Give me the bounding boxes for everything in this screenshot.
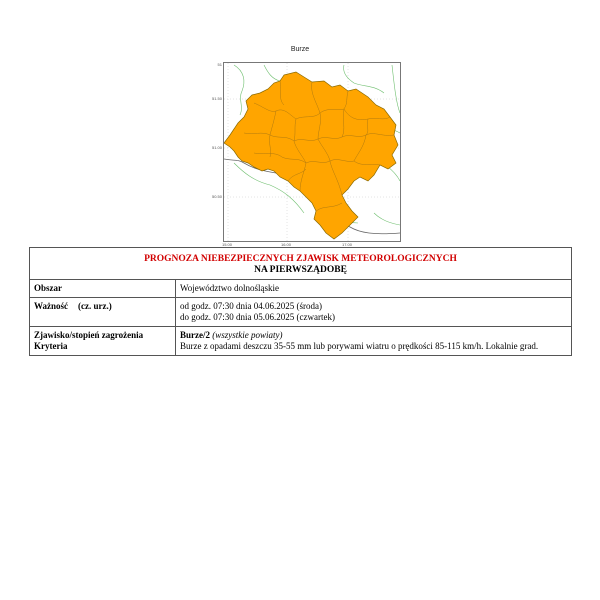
voivodeship-map-svg xyxy=(224,63,400,241)
lon-label: 17.00 xyxy=(341,242,352,247)
phenomenon-row xyxy=(30,327,572,356)
warning-title: PROGNOZA NIEBEZPIECZNYCH ZJAWISK METEOROLOGICZNYCH xyxy=(144,254,457,264)
phenomenon-scope: (wszystkie powiaty) xyxy=(212,330,283,340)
validity-label: Ważność xyxy=(34,301,69,311)
lon-label: 15.00 xyxy=(221,242,232,247)
validity-to: do godz. 07:30 dnia 05.06.2025 (czwartek) xyxy=(180,312,335,322)
validity-value-cell xyxy=(176,298,572,327)
lat-label: 51.50 xyxy=(211,96,222,101)
area-value: Województwo dolnośląskie xyxy=(176,280,572,298)
validity-label-suffix: (cz. urz.) xyxy=(78,301,112,311)
criteria-label: Kryteria xyxy=(34,341,68,351)
phenomenon-line xyxy=(180,330,567,341)
lat-label: 51.00 xyxy=(211,145,222,150)
validity-row xyxy=(30,298,572,327)
validity-label-cell xyxy=(30,298,176,327)
warning-header-row xyxy=(30,248,572,280)
phenomenon-level: Burze/2 xyxy=(180,330,210,340)
area-label: Obszar xyxy=(30,280,176,298)
phenomenon-label: Zjawisko/stopień zagrożenia xyxy=(34,330,144,340)
lon-label: 16.00 xyxy=(280,242,291,247)
warning-table xyxy=(29,247,572,356)
area-row xyxy=(30,280,572,298)
warning-subtitle: NA PIERWSZĄDOBĘ xyxy=(254,265,347,275)
validity-from: od godz. 07:30 dnia 04.06.2025 (środa) xyxy=(180,301,322,311)
criteria-text: Burze z opadami deszczu 35-55 mm lub porywami wiatru o prędkości 85-115 km/h. Lokalnie grad. xyxy=(180,341,539,351)
phenomenon-value-cell xyxy=(176,327,572,356)
lat-label: 50.50 xyxy=(211,194,222,199)
warning-header xyxy=(30,248,572,280)
lat-label-top: 51 xyxy=(217,62,222,67)
dolnoslaskie-region xyxy=(224,72,398,239)
warning-map xyxy=(223,62,401,242)
phenomenon-label-cell xyxy=(30,327,176,356)
map-title: Burze xyxy=(290,46,310,53)
